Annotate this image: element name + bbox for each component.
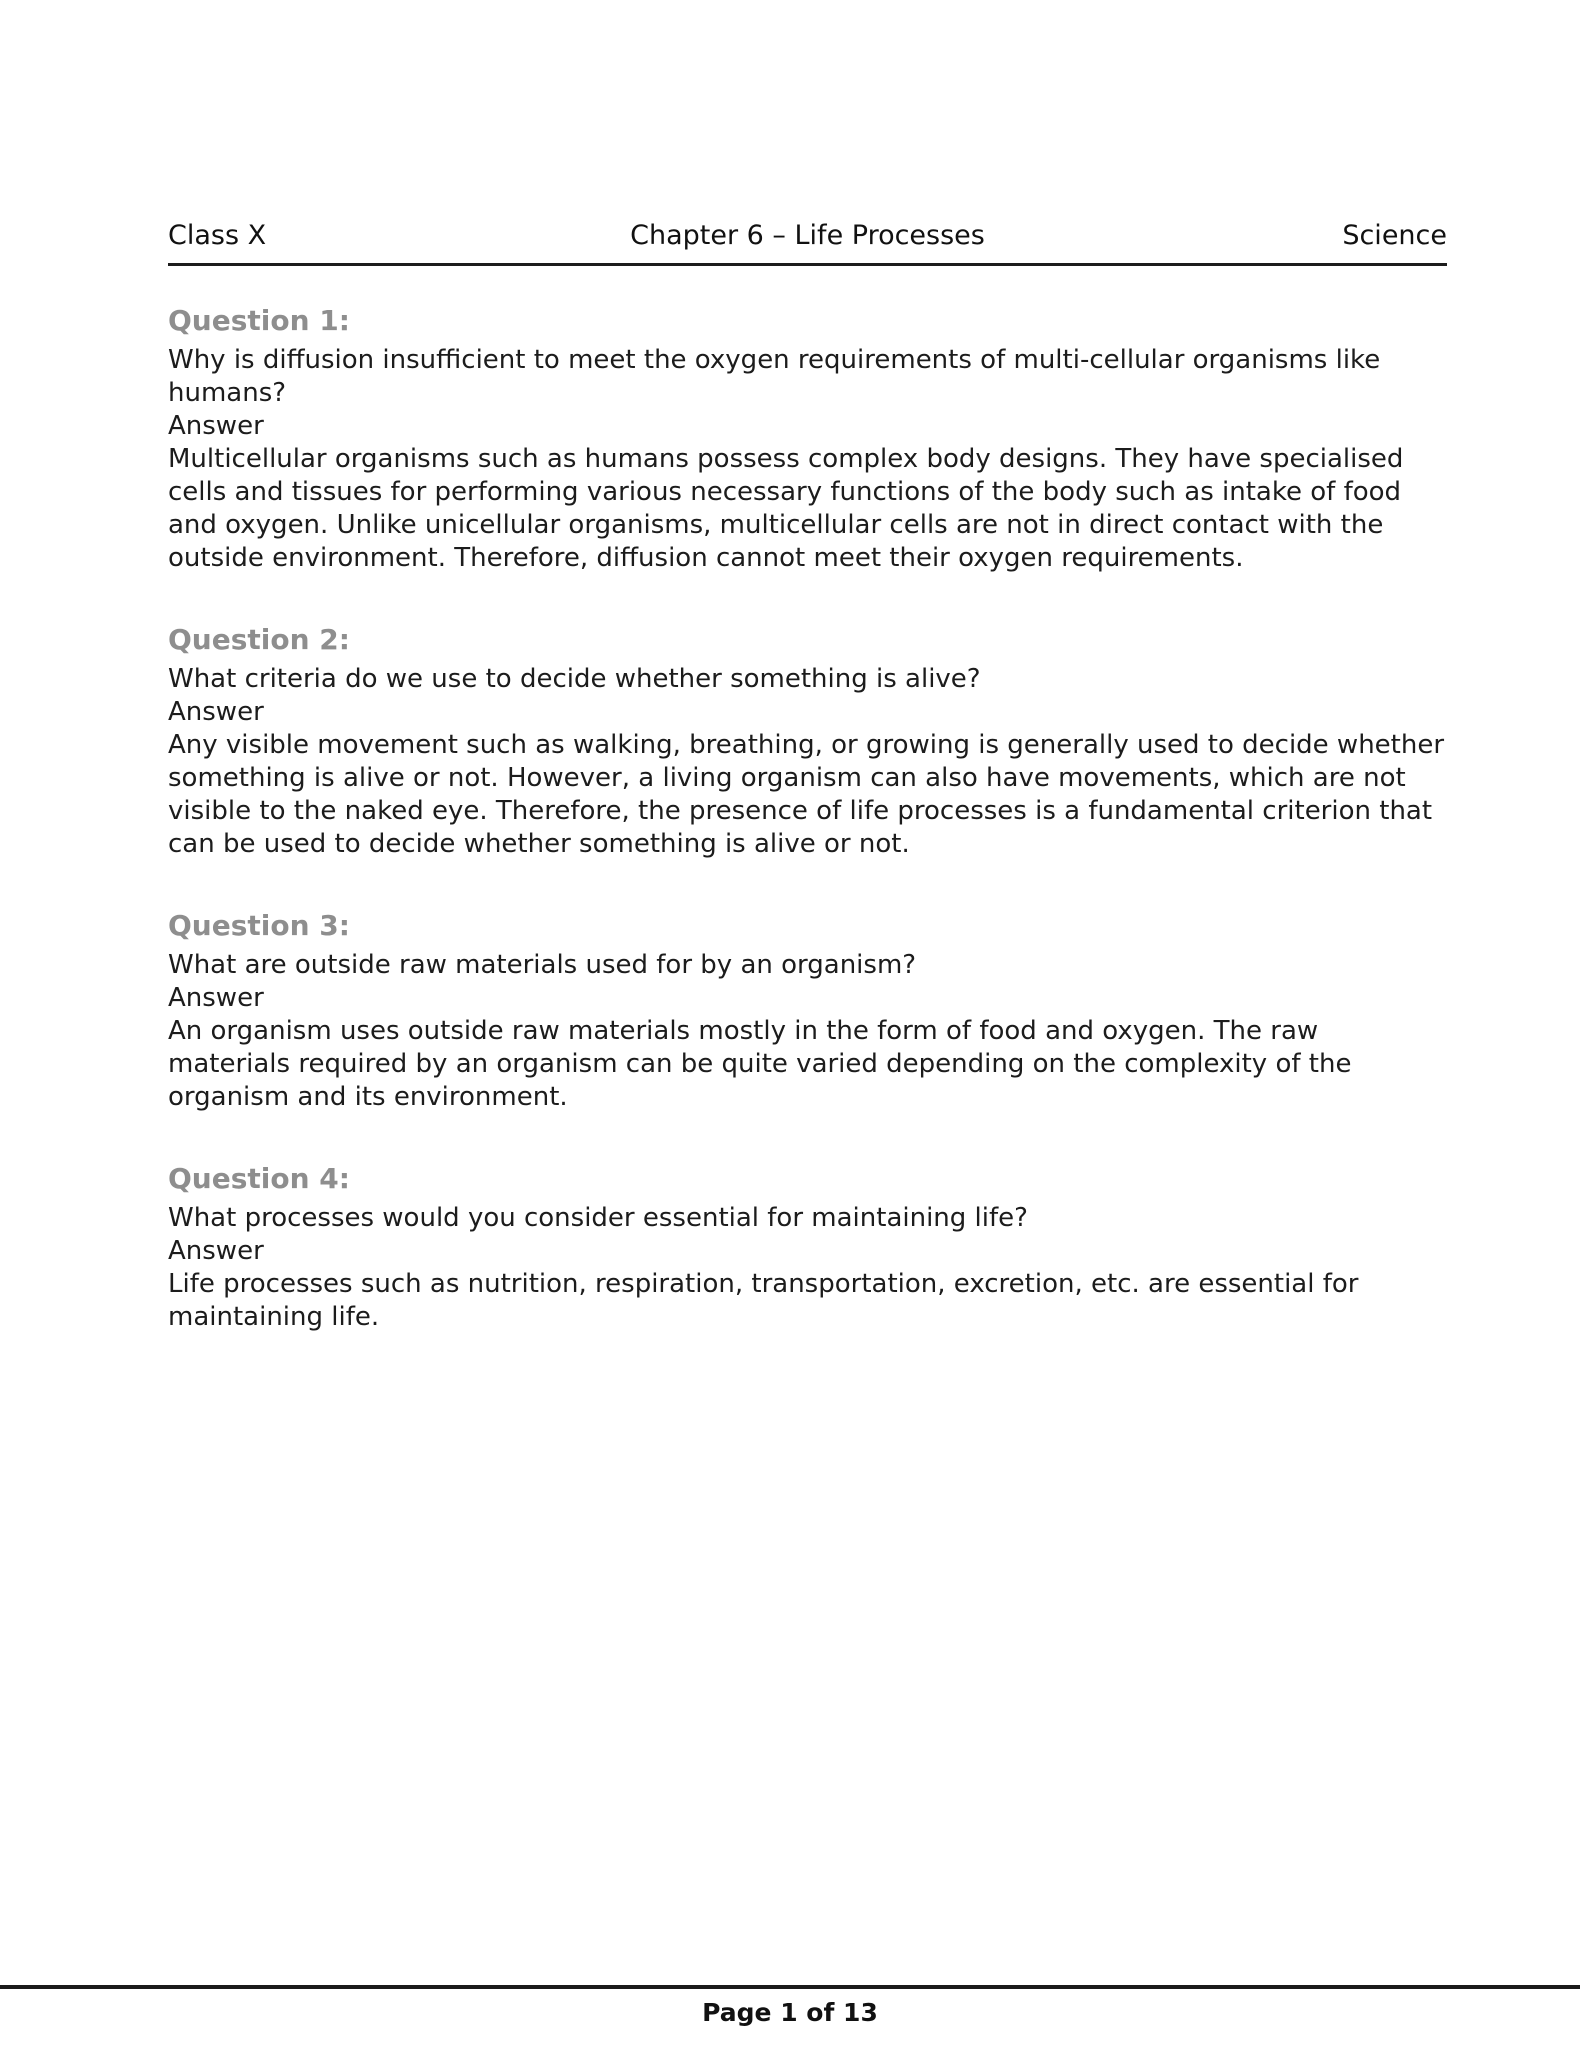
page-content [168,0,1447,1334]
answer-label: Answer [168,1236,264,1266]
page-header [168,0,1447,266]
question-block-2 [168,623,1447,861]
question-text: What are outside raw materials used for by an organism? [168,950,917,980]
header-chapter: Chapter 6 – Life Processes [630,220,985,251]
header-class: Class X [168,220,267,251]
answer-label: Answer [168,983,264,1013]
answer-text: An organism uses outside raw materials mostly in the form of food and oxygen. The raw materials required by an organism can be quite varied depending on the complexity of the organism and its environment. [168,1016,1352,1112]
page-number: Page 1 of 13 [702,1998,878,2027]
question-block-4 [168,1162,1447,1334]
question-block-1 [168,304,1447,575]
question-label: Question 2: [168,623,350,656]
header-subject: Science [1342,220,1447,251]
answer-text: Life processes such as nutrition, respiration, transportation, excretion, etc. are essential for maintaining life. [168,1269,1359,1332]
question-label: Question 3: [168,909,350,942]
question-text: What criteria do we use to decide whether something is alive? [168,664,981,694]
question-label: Question 4: [168,1162,350,1195]
question-text: Why is diffusion insufficient to meet the oxygen requirements of multi-cellular organisms like humans? [168,345,1381,408]
answer-text: Any visible movement such as walking, breathing, or growing is generally used to decide whether something is alive or not. However, a living organism can also have movements, which are not visible to the naked eye. Therefore, the presence of life processes is a fundamental criterion that can be used to decide whether something is alive or not. [168,730,1445,859]
question-text: What processes would you consider essential for maintaining life? [168,1203,1028,1233]
answer-label: Answer [168,411,264,441]
answer-label: Answer [168,697,264,727]
page-footer [0,1985,1580,2028]
question-label: Question 1: [168,304,350,337]
question-block-3 [168,909,1447,1114]
answer-text: Multicellular organisms such as humans possess complex body designs. They have specialised cells and tissues for performing various necessary functions of the body such as intake of food and oxygen. Unlike unicellular organisms, multicellular cells are not in direct contact with the outside environment. Therefore, diffusion cannot meet their oxygen requirements. [168,444,1404,573]
